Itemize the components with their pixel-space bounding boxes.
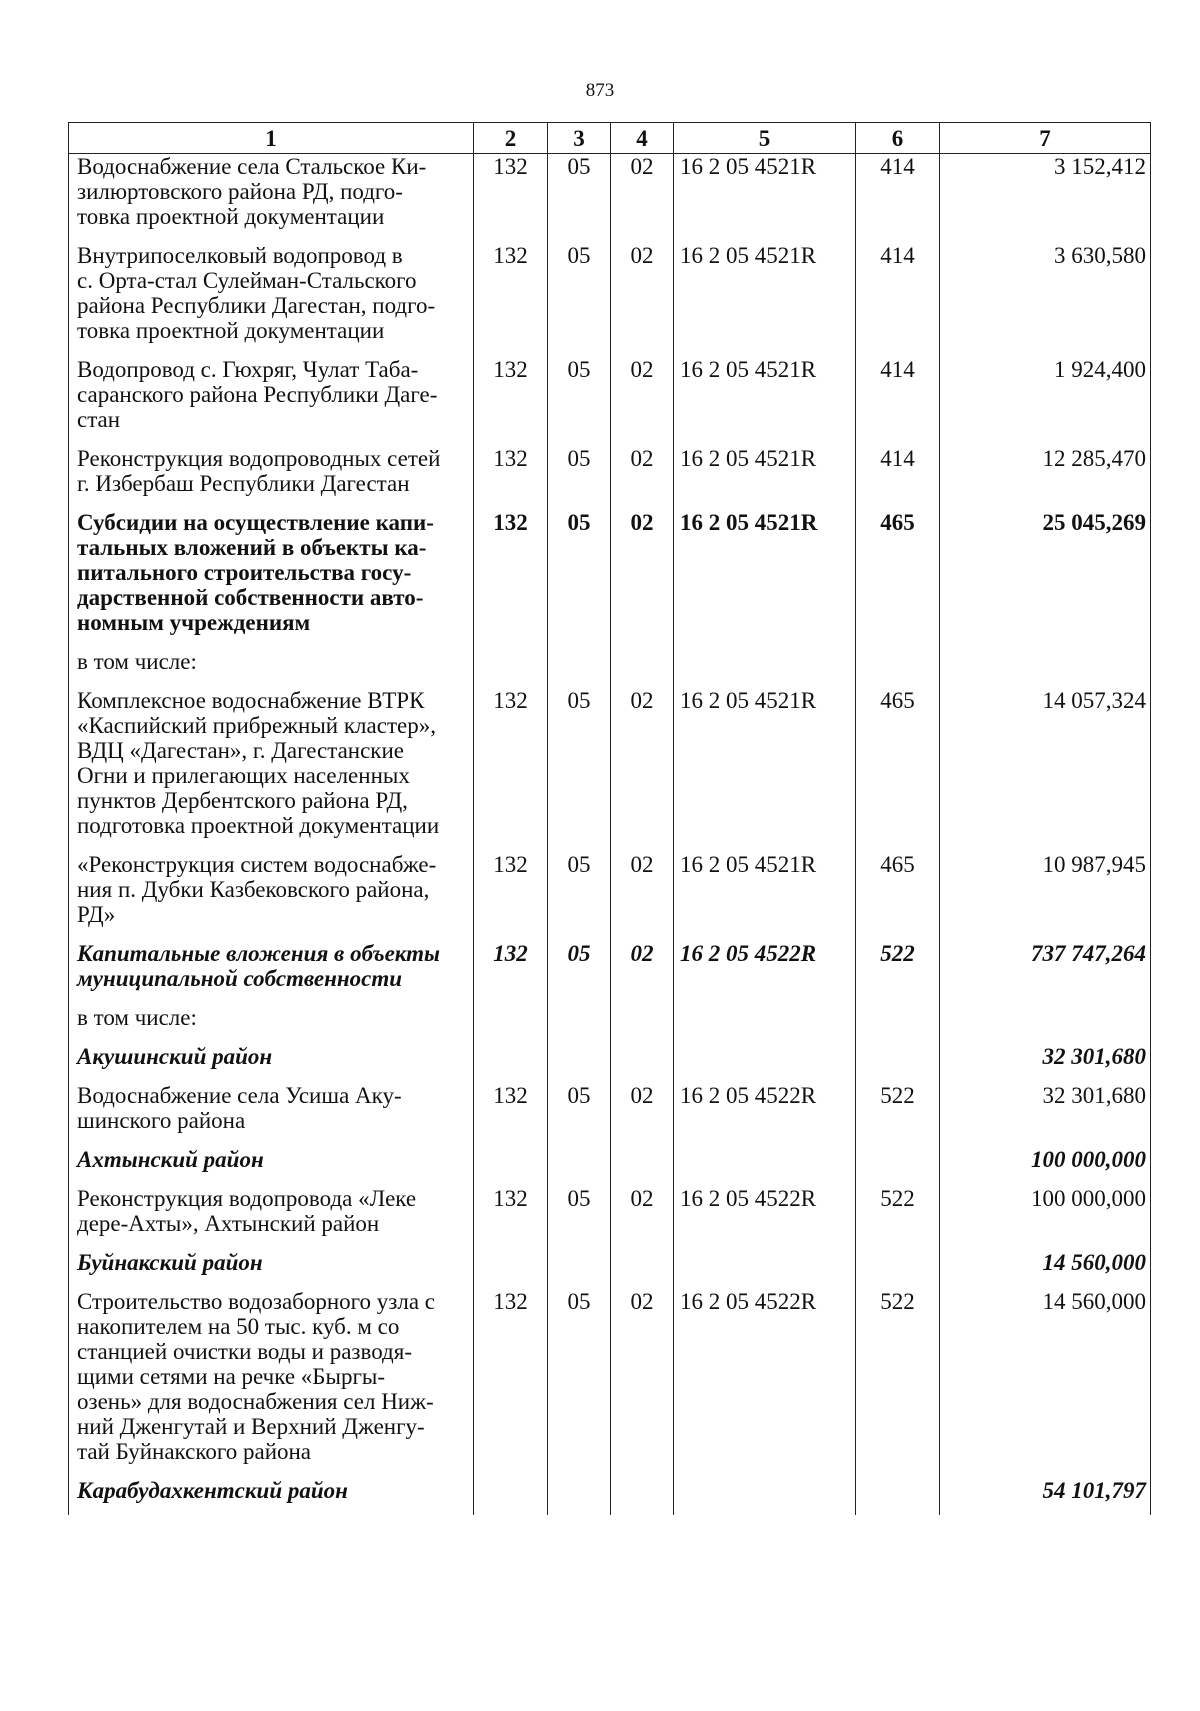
cell-col-7: 12 285,470 — [940, 446, 1151, 510]
cell-col-3: 05 — [548, 510, 611, 649]
cell-name: Реконструкция водопровода «Леке дере-Ахты», Ахтынский район — [69, 1186, 474, 1250]
cell-col-2: 132 — [474, 446, 548, 510]
cell-name: Карабудахкентский район — [69, 1478, 474, 1515]
cell-col-6: 414 — [856, 357, 940, 446]
cell-col-6 — [856, 649, 940, 688]
cell-col-6 — [856, 1147, 940, 1186]
cell-col-2: 132 — [474, 852, 548, 941]
cell-col-5 — [674, 1147, 856, 1186]
table-row — [69, 1478, 1151, 1515]
cell-col-2 — [474, 649, 548, 688]
cell-col-7: 100 000,000 — [940, 1186, 1151, 1250]
cell-col-4: 02 — [611, 1186, 674, 1250]
table-row — [69, 1250, 1151, 1289]
cell-col-3: 05 — [548, 243, 611, 357]
cell-col-6 — [856, 1478, 940, 1515]
cell-col-3 — [548, 1147, 611, 1186]
header-row — [69, 123, 1151, 154]
table-row — [69, 1186, 1151, 1250]
cell-col-4 — [611, 1147, 674, 1186]
cell-col-7: 1 924,400 — [940, 357, 1151, 446]
cell-name: Акушинский район — [69, 1044, 474, 1083]
table-row — [69, 154, 1151, 244]
table-row — [69, 688, 1151, 852]
cell-col-7: 14 560,000 — [940, 1289, 1151, 1478]
cell-col-6: 414 — [856, 243, 940, 357]
table-row — [69, 1083, 1151, 1147]
table-row — [69, 510, 1151, 649]
cell-col-6: 522 — [856, 1083, 940, 1147]
cell-col-5 — [674, 1478, 856, 1515]
cell-col-4: 02 — [611, 357, 674, 446]
budget-table-container — [68, 122, 1150, 1515]
cell-col-2 — [474, 1044, 548, 1083]
cell-col-7: 32 301,680 — [940, 1044, 1151, 1083]
cell-col-4: 02 — [611, 1083, 674, 1147]
cell-col-3: 05 — [548, 688, 611, 852]
cell-col-5: 16 2 05 4521R — [674, 154, 856, 244]
cell-col-5: 16 2 05 4522R — [674, 1289, 856, 1478]
cell-name: Внутрипоселковый водопровод в с. Орта-стал Сулейман-Стальского района Республики Дагестан, подго- товка проектной документации — [69, 243, 474, 357]
cell-col-3: 05 — [548, 1186, 611, 1250]
cell-col-6: 465 — [856, 510, 940, 649]
cell-col-4: 02 — [611, 852, 674, 941]
cell-col-7: 10 987,945 — [940, 852, 1151, 941]
header-col-7: 7 — [940, 123, 1151, 154]
cell-col-4 — [611, 1250, 674, 1289]
cell-col-7: 737 747,264 — [940, 941, 1151, 1005]
cell-col-4 — [611, 1005, 674, 1044]
cell-col-2: 132 — [474, 154, 548, 244]
header-col-1: 1 — [69, 123, 474, 154]
cell-col-7: 54 101,797 — [940, 1478, 1151, 1515]
table-row — [69, 1147, 1151, 1186]
cell-name: Водопровод с. Гюхряг, Чулат Таба- саранского района Республики Даге- стан — [69, 357, 474, 446]
cell-col-2: 132 — [474, 1083, 548, 1147]
cell-col-2: 132 — [474, 1186, 548, 1250]
cell-name: Водоснабжение села Усиша Аку- шинского района — [69, 1083, 474, 1147]
cell-col-2 — [474, 1005, 548, 1044]
cell-col-5: 16 2 05 4521R — [674, 852, 856, 941]
cell-name: Буйнакский район — [69, 1250, 474, 1289]
cell-col-6: 522 — [856, 1186, 940, 1250]
table-row — [69, 446, 1151, 510]
cell-col-5 — [674, 1250, 856, 1289]
cell-col-3: 05 — [548, 357, 611, 446]
cell-col-3: 05 — [548, 1083, 611, 1147]
cell-name: в том числе: — [69, 1005, 474, 1044]
table-row — [69, 1044, 1151, 1083]
cell-col-4: 02 — [611, 446, 674, 510]
cell-col-3 — [548, 649, 611, 688]
cell-col-4 — [611, 649, 674, 688]
table-row — [69, 649, 1151, 688]
cell-col-7 — [940, 1005, 1151, 1044]
cell-name: Субсидии на осуществление капи- тальных вложений в объекты ка- питального строительства госу- дарственной собственности авто- номным учреждениям — [69, 510, 474, 649]
cell-col-4: 02 — [611, 941, 674, 1005]
cell-col-5: 16 2 05 4521R — [674, 243, 856, 357]
table-row — [69, 357, 1151, 446]
cell-col-4: 02 — [611, 243, 674, 357]
cell-col-4: 02 — [611, 1289, 674, 1478]
cell-col-6: 465 — [856, 688, 940, 852]
cell-name: Ахтынский район — [69, 1147, 474, 1186]
table-body — [69, 154, 1151, 1516]
cell-col-7: 100 000,000 — [940, 1147, 1151, 1186]
cell-col-2: 132 — [474, 243, 548, 357]
cell-name: в том числе: — [69, 649, 474, 688]
cell-col-3: 05 — [548, 941, 611, 1005]
cell-col-3: 05 — [548, 446, 611, 510]
cell-col-5: 16 2 05 4521R — [674, 688, 856, 852]
cell-col-6: 414 — [856, 446, 940, 510]
cell-col-7: 3 630,580 — [940, 243, 1151, 357]
cell-col-5 — [674, 1044, 856, 1083]
cell-col-2 — [474, 1250, 548, 1289]
cell-col-4 — [611, 1478, 674, 1515]
cell-col-7 — [940, 649, 1151, 688]
cell-col-4: 02 — [611, 154, 674, 244]
cell-col-2: 132 — [474, 357, 548, 446]
cell-col-6: 522 — [856, 941, 940, 1005]
cell-col-3 — [548, 1005, 611, 1044]
cell-col-5: 16 2 05 4522R — [674, 1083, 856, 1147]
cell-name: Строительство водозаборного узла с накопителем на 50 тыс. куб. м со станцией очистки воды и разводя- щими сетями на речке «Быргы- озень» для водоснабжения сел Ниж- ний Дженгутай и Верхний Дженгу- тай Буйнакского района — [69, 1289, 474, 1478]
cell-col-6: 414 — [856, 154, 940, 244]
table-row — [69, 1005, 1151, 1044]
cell-col-3: 05 — [548, 154, 611, 244]
cell-name: Комплексное водоснабжение ВТРК «Каспийский прибрежный кластер», ВДЦ «Дагестан», г. Дагестанские Огни и прилегающих населенных пунктов Дербентского района РД, подготовка проектной документации — [69, 688, 474, 852]
header-col-6: 6 — [856, 123, 940, 154]
cell-col-3: 05 — [548, 1289, 611, 1478]
cell-col-5: 16 2 05 4521R — [674, 357, 856, 446]
cell-col-2: 132 — [474, 688, 548, 852]
table-row — [69, 243, 1151, 357]
cell-col-2 — [474, 1147, 548, 1186]
cell-col-2: 132 — [474, 510, 548, 649]
cell-col-5: 16 2 05 4521R — [674, 446, 856, 510]
cell-col-6 — [856, 1250, 940, 1289]
cell-col-3: 05 — [548, 852, 611, 941]
cell-col-7: 14 560,000 — [940, 1250, 1151, 1289]
cell-col-5: 16 2 05 4521R — [674, 510, 856, 649]
cell-col-4 — [611, 1044, 674, 1083]
header-col-3: 3 — [548, 123, 611, 154]
cell-col-5: 16 2 05 4522R — [674, 941, 856, 1005]
cell-col-7: 3 152,412 — [940, 154, 1151, 244]
table-row — [69, 1289, 1151, 1478]
header-col-2: 2 — [474, 123, 548, 154]
cell-col-7: 14 057,324 — [940, 688, 1151, 852]
cell-name: «Реконструкция систем водоснабже- ния п. Дубки Казбековского района, РД» — [69, 852, 474, 941]
cell-col-7: 32 301,680 — [940, 1083, 1151, 1147]
cell-name: Реконструкция водопроводных сетей г. Избербаш Республики Дагестан — [69, 446, 474, 510]
cell-col-7: 25 045,269 — [940, 510, 1151, 649]
cell-col-5 — [674, 649, 856, 688]
table-row — [69, 941, 1151, 1005]
header-col-5: 5 — [674, 123, 856, 154]
cell-col-3 — [548, 1250, 611, 1289]
page-number: 873 — [585, 80, 615, 101]
cell-col-4: 02 — [611, 510, 674, 649]
header-col-4: 4 — [611, 123, 674, 154]
cell-col-6: 522 — [856, 1289, 940, 1478]
cell-col-4: 02 — [611, 688, 674, 852]
cell-col-6 — [856, 1044, 940, 1083]
cell-col-3 — [548, 1478, 611, 1515]
cell-name: Водоснабжение села Стальское Ки- зилюртовского района РД, подго- товка проектной документации — [69, 154, 474, 244]
cell-col-6: 465 — [856, 852, 940, 941]
cell-col-2: 132 — [474, 941, 548, 1005]
cell-col-2: 132 — [474, 1289, 548, 1478]
budget-table — [68, 122, 1151, 1515]
cell-col-5: 16 2 05 4522R — [674, 1186, 856, 1250]
cell-col-5 — [674, 1005, 856, 1044]
cell-col-2 — [474, 1478, 548, 1515]
cell-col-6 — [856, 1005, 940, 1044]
table-row — [69, 852, 1151, 941]
cell-name: Капитальные вложения в объекты муниципальной собственности — [69, 941, 474, 1005]
cell-col-3 — [548, 1044, 611, 1083]
